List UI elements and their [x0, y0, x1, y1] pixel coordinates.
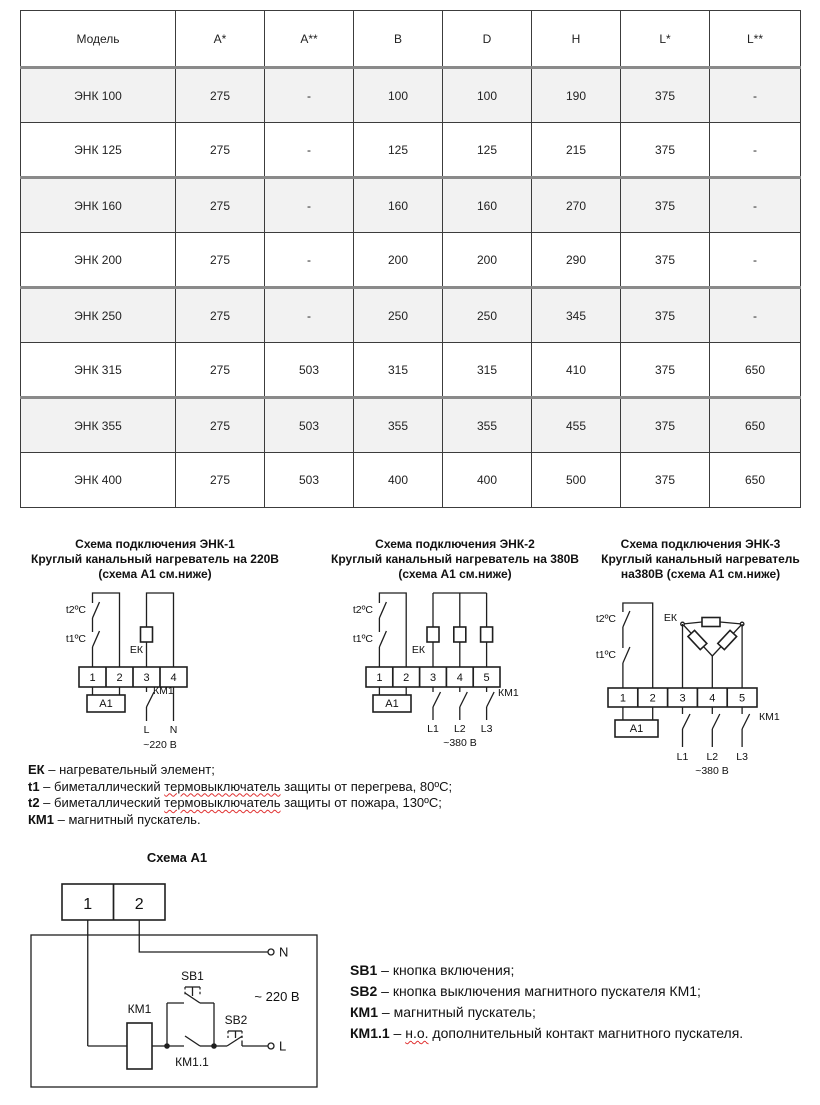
legend-separator: –: [54, 811, 69, 827]
heater-element-ek: [130, 593, 174, 667]
legend-term: КМ1: [28, 811, 54, 827]
table-cell: 650: [710, 453, 801, 508]
line-n-label: N: [169, 724, 178, 736]
sb1-button: [167, 969, 214, 1046]
neutral-branch: [139, 920, 288, 960]
terminal-block: [366, 667, 500, 687]
sb1-label: SB1: [181, 969, 204, 983]
table-cell: ЭНК 315: [21, 343, 176, 398]
table-cell: 275: [176, 398, 265, 453]
table-header-row: [21, 11, 801, 68]
table-cell: -: [265, 233, 354, 288]
table-cell: 355: [443, 398, 532, 453]
km1-label: КМ1: [759, 711, 780, 723]
km1-contacts: [433, 687, 519, 720]
table-cell: 650: [710, 398, 801, 453]
km1-contacts: [683, 707, 780, 747]
legend-line: [28, 812, 648, 829]
legend-text: магнитный пускатель;: [393, 1004, 536, 1020]
terminal-3: 3: [429, 672, 437, 684]
table-cell: 125: [354, 123, 443, 178]
line-l-label: L: [143, 724, 150, 736]
thermal-switch-loop: [353, 593, 406, 667]
table-header-cell: H: [532, 11, 621, 68]
legend-spellcheck-word: термовыключатель: [164, 795, 281, 810]
legend-line: [350, 981, 800, 1002]
diagram-enk1-title: [10, 537, 300, 582]
dimensions-table: [20, 10, 801, 508]
table-cell: 315: [443, 343, 532, 398]
schema-a1-drawing: [20, 875, 360, 1100]
table-row: [21, 398, 801, 453]
km1-coil: [88, 1002, 167, 1069]
legend-term: SB1: [350, 962, 378, 978]
table-cell: 355: [354, 398, 443, 453]
terminal-4: 4: [170, 672, 177, 684]
terminal-4: 4: [709, 692, 716, 705]
terminal-1: 1: [619, 692, 626, 705]
legend-line: [28, 779, 648, 796]
sb2-label: SB2: [224, 1013, 248, 1027]
table-cell: 275: [176, 68, 265, 123]
table-row: [21, 343, 801, 398]
km1-label: КМ1: [153, 685, 174, 697]
l-terminal-label: L: [279, 1038, 287, 1054]
km11-contact: [167, 1036, 214, 1069]
legend-separator: –: [39, 778, 55, 794]
schema-a1-title: Схема А1: [146, 850, 208, 865]
table-cell: 503: [265, 343, 354, 398]
table-cell: 375: [621, 233, 710, 288]
legend-term: КМ1: [350, 1004, 378, 1020]
table-cell: -: [265, 68, 354, 123]
table-cell: 100: [354, 68, 443, 123]
table-cell: -: [710, 233, 801, 288]
terminal-1: 1: [376, 672, 383, 684]
legend-term: SB2: [350, 983, 378, 999]
voltage-label: ~380 В: [695, 765, 729, 777]
table-cell: 400: [443, 453, 532, 508]
line-l3-label: L3: [736, 751, 748, 763]
legend-separator: –: [378, 1004, 394, 1020]
dimensions-table-wrap: [20, 10, 801, 508]
heater-delta-ek: [664, 612, 744, 688]
ek-label: ЕК: [663, 612, 677, 624]
line-l1-label: L1: [427, 723, 439, 735]
l-terminal-circle: [268, 1043, 274, 1049]
diagram-enk2-title: [305, 537, 605, 582]
table-cell: 455: [532, 398, 621, 453]
t2-label: t2ºС: [595, 613, 616, 625]
legend-separator: –: [377, 983, 393, 999]
table-cell: -: [710, 178, 801, 233]
schema-a1-legend: [350, 960, 800, 1044]
table-cell: 375: [621, 178, 710, 233]
table-row: [21, 178, 801, 233]
t1-label: t1ºС: [595, 649, 616, 661]
n-terminal-label: N: [279, 944, 289, 960]
table-cell: ЭНК 400: [21, 453, 176, 508]
table-cell: 375: [621, 68, 710, 123]
title-line: Круглый канальный нагреватель на 380В: [331, 552, 579, 566]
table-cell: 375: [621, 343, 710, 398]
legend-separator: –: [389, 1025, 406, 1041]
table-cell: 503: [265, 398, 354, 453]
legend-text: кнопка выключения магнитного пускателя КМ1;: [392, 983, 701, 999]
terminal-2: 2: [134, 896, 144, 913]
heater-elements-ek: [412, 593, 493, 667]
table-cell: ЭНК 250: [21, 288, 176, 343]
title-line: Схема подключения ЭНК-1: [75, 537, 235, 551]
legend-line: [350, 1002, 800, 1023]
wiring-diagram-enk1: [20, 590, 300, 760]
thermal-switch-loop: [66, 593, 120, 667]
legend-text: защиты от пожара, 130ºС;: [280, 795, 442, 810]
legend-text: кнопка включения;: [392, 962, 515, 978]
thermal-switch-loop: [596, 603, 653, 688]
legend-text: нагревательный элемент;: [59, 762, 215, 777]
terminal-block: [608, 688, 757, 707]
table-cell: 290: [532, 233, 621, 288]
table-cell: ЭНК 200: [21, 233, 176, 288]
legend-term: t1: [28, 778, 40, 794]
title-line: (схема А1 см.ниже): [398, 567, 512, 581]
table-cell: 125: [443, 123, 532, 178]
terminal-4: 4: [456, 672, 463, 684]
table-header-cell: Модель: [21, 11, 176, 68]
t1-label: t1ºС: [65, 633, 86, 645]
terminal-block: [79, 667, 187, 687]
table-cell: 250: [443, 288, 532, 343]
terminal-2: 2: [403, 672, 410, 684]
a1-box: [373, 687, 411, 712]
title-line: Круглый канальный нагреватель на 220В: [31, 552, 279, 566]
wiring-diagram-enk3: [580, 590, 820, 785]
legend-term: t2: [28, 795, 40, 810]
table-cell: 400: [354, 453, 443, 508]
table-header-cell: L**: [710, 11, 801, 68]
terminal-block: [62, 884, 165, 920]
table-cell: 275: [176, 453, 265, 508]
legend-line: [28, 762, 648, 779]
sb2-button: [214, 1013, 268, 1046]
line-l1-label: L1: [676, 751, 689, 763]
km1-contact: [147, 685, 174, 721]
table-cell: ЭНК 100: [21, 68, 176, 123]
heater-legend: [28, 762, 648, 828]
ek-label: ЕК: [411, 644, 425, 656]
table-cell: 270: [532, 178, 621, 233]
table-cell: 650: [710, 343, 801, 398]
table-cell: 410: [532, 343, 621, 398]
table-cell: 275: [176, 288, 265, 343]
table-row: [21, 68, 801, 123]
legend-text: биметаллический: [54, 778, 165, 794]
table-cell: 275: [176, 178, 265, 233]
terminal-2: 2: [649, 692, 656, 705]
ek-label: ЕК: [129, 644, 143, 656]
table-header-cell: A**: [265, 11, 354, 68]
voltage-label: ~380 В: [443, 737, 477, 749]
a1-label: А1: [385, 698, 399, 710]
table-cell: -: [710, 68, 801, 123]
table-cell: ЭНК 355: [21, 398, 176, 453]
line-l3-label: L3: [480, 723, 493, 735]
terminal-3: 3: [679, 692, 686, 705]
title-line: на380В (схема А1 см.ниже): [620, 567, 781, 581]
table-cell: ЭНК 160: [21, 178, 176, 233]
title-line: (схема А1 см.ниже): [98, 567, 212, 581]
table-cell: 100: [443, 68, 532, 123]
legend-text: дополнительный контакт магнитного пускателя.: [428, 1025, 744, 1041]
table-cell: -: [710, 288, 801, 343]
table-cell: 275: [176, 233, 265, 288]
table-cell: 275: [176, 343, 265, 398]
legend-term: КМ1.1: [350, 1025, 390, 1041]
title-line: Круглый канальный нагреватель: [601, 552, 800, 566]
a1-box: [87, 687, 125, 712]
table-cell: -: [265, 288, 354, 343]
terminal-5: 5: [739, 692, 746, 705]
legend-spellcheck-word: термовыключатель: [164, 778, 281, 794]
table-row: [21, 233, 801, 288]
t2-label: t2ºС: [65, 604, 86, 616]
t1-label: t1ºС: [352, 633, 373, 645]
a1-label: А1: [629, 723, 644, 735]
table-cell: -: [265, 123, 354, 178]
table-cell: 250: [354, 288, 443, 343]
table-cell: ЭНК 125: [21, 123, 176, 178]
legend-text: магнитный пускатель.: [68, 811, 201, 827]
table-row: [21, 453, 801, 508]
table-cell: 200: [443, 233, 532, 288]
legend-term: ЕК: [28, 762, 45, 777]
table-row: [21, 123, 801, 178]
table-cell: 160: [354, 178, 443, 233]
legend-separator: –: [377, 962, 393, 978]
table-cell: 503: [265, 453, 354, 508]
line-l2-label: L2: [453, 723, 466, 735]
title-line: Схема подключения ЭНК-3: [620, 537, 781, 551]
table-cell: 375: [621, 453, 710, 508]
legend-text: биметаллический: [54, 795, 165, 810]
wiring-diagram-enk2: [330, 590, 610, 760]
terminal-1: 1: [89, 672, 96, 684]
table-header-cell: B: [354, 11, 443, 68]
legend-spellcheck-word: н.о.: [405, 1025, 429, 1041]
table-cell: 345: [532, 288, 621, 343]
table-row: [21, 288, 801, 343]
table-header-cell: D: [443, 11, 532, 68]
legend-text: защиты от перегрева, 80ºС;: [280, 778, 453, 794]
terminal-3: 3: [143, 672, 150, 684]
table-cell: 190: [532, 68, 621, 123]
diagram-enk3-title: [593, 537, 808, 582]
table-cell: 275: [176, 123, 265, 178]
terminal-1: 1: [83, 896, 93, 913]
terminal-2: 2: [116, 672, 123, 684]
voltage-label: ~ 220 В: [254, 989, 300, 1004]
table-cell: 315: [354, 343, 443, 398]
table-cell: 200: [354, 233, 443, 288]
title-line: Схема подключения ЭНК-2: [375, 537, 535, 551]
table-cell: 375: [621, 288, 710, 343]
table-header-cell: L*: [621, 11, 710, 68]
legend-line: [350, 960, 800, 981]
table-cell: 375: [621, 398, 710, 453]
a1-box: [615, 707, 658, 737]
legend-separator: –: [39, 795, 55, 810]
voltage-label: ~220 В: [143, 739, 177, 751]
legend-line: [350, 1023, 800, 1044]
terminal-5: 5: [483, 672, 490, 684]
line-l2-label: L2: [706, 751, 719, 763]
table-cell: -: [265, 178, 354, 233]
table-cell: 375: [621, 123, 710, 178]
t2-label: t2ºС: [352, 604, 373, 616]
enclosure-box: [31, 935, 317, 1087]
table-cell: 500: [532, 453, 621, 508]
legend-separator: –: [44, 762, 60, 777]
legend-line: [28, 795, 648, 812]
table-cell: 160: [443, 178, 532, 233]
km1-label: КМ1: [498, 687, 519, 699]
table-body: [21, 68, 801, 508]
a1-label: А1: [99, 698, 113, 710]
table-cell: 215: [532, 123, 621, 178]
table-cell: -: [710, 123, 801, 178]
km11-label: КМ1.1: [175, 1055, 209, 1069]
table-header-cell: A*: [176, 11, 265, 68]
km1-coil-label: КМ1: [127, 1002, 152, 1016]
